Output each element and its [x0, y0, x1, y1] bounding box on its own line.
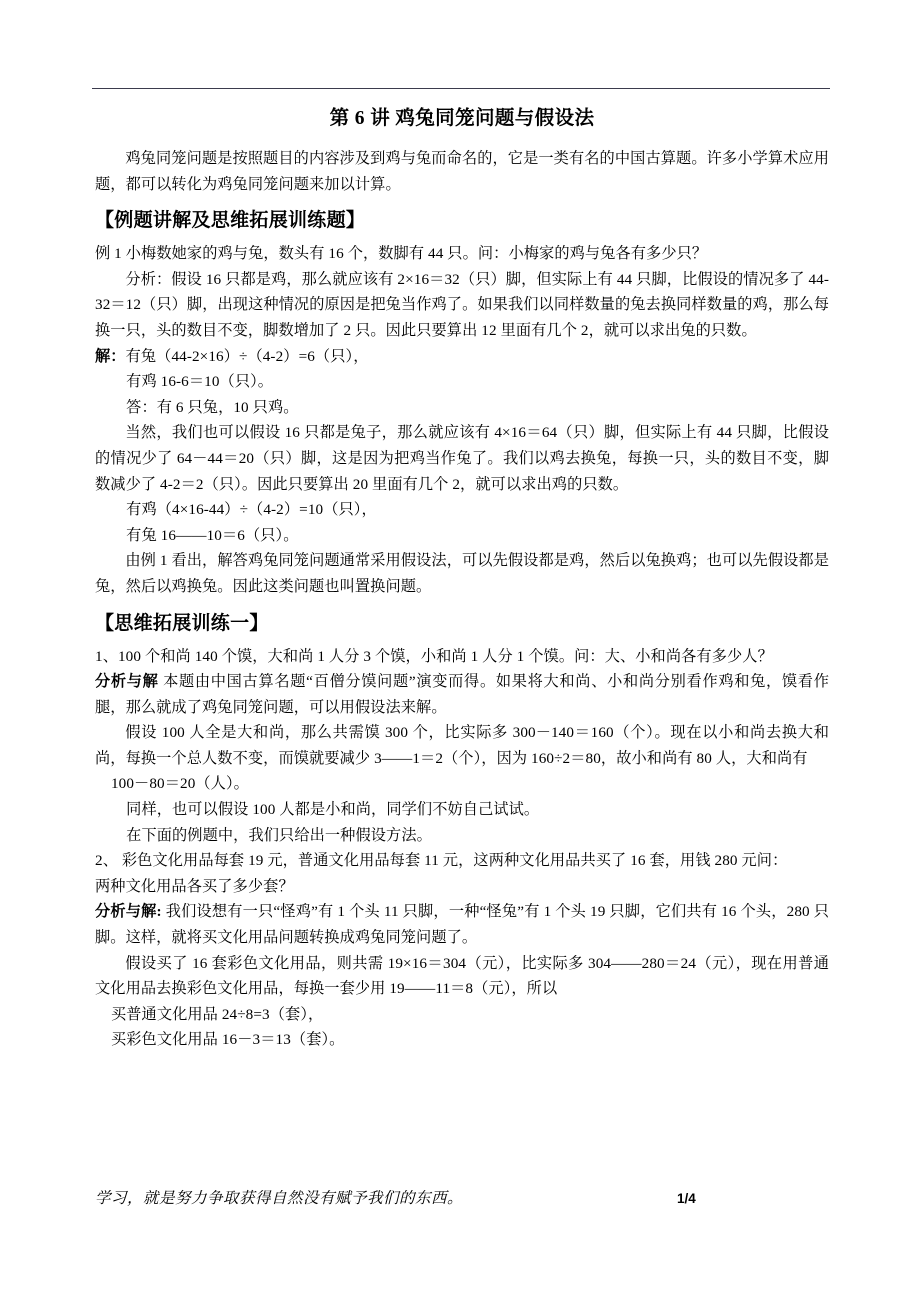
example1-conclusion: 由例 1 看出，解答鸡兔同笼问题通常采用假设法，可以先假设都是鸡，然后以兔换鸡；也可以先假设都是兔，然后以鸡换兔。因此这类问题也叫置换问题。	[95, 552, 829, 595]
training-2-problem-overflow-char: 问	[756, 852, 773, 870]
training-2-para1: 假设买了 16 套彩色文化用品，则共需 19×16＝304（元），比实际多 304——280＝24（元），现在用普通文化用品去换彩色文化用品，每换一套少用 19——11＝8（元），所以	[95, 954, 829, 998]
training-2-problem-tail: ：	[772, 852, 788, 870]
intro-paragraph: 鸡兔同笼问题是按照题目的内容涉及到鸡与兔而命名的，它是一类有名的中国古算题。许多小学算术应用题，都可以转化为鸡兔同笼问题来加以计算。	[95, 150, 829, 193]
training-2-calc2: 买彩色文化用品 16－3＝13（套）。	[110, 1031, 345, 1049]
training-2-problem-line1	[95, 848, 829, 874]
section-heading-examples: 【例题讲解及思维拓展训练题】	[95, 210, 366, 232]
page-title: 第 6 讲 鸡兔同笼问题与假设法	[329, 108, 595, 129]
training-2-calc1: 买普通文化用品 24÷8=3（套），	[110, 1005, 324, 1023]
footer-page-number: 1/4	[677, 1191, 696, 1206]
solution-expression-1: 有兔（44-2×16）÷（4-2）=6（只），	[125, 347, 369, 365]
training-1-analysis-label: 分析与解	[95, 673, 159, 691]
example1-problem: 例 1 小梅数她家的鸡与兔，数头有 16 个，数脚有 44 只。问：小梅家的鸡与兔各有多少只？	[95, 245, 708, 263]
example1-alt-line1: 有鸡（4×16-44）÷（4-2）=10（只），	[126, 501, 377, 519]
training-1-problem-tail: ：大、小和尚各有多少人？	[589, 647, 773, 665]
footer-quote: 学习，就是努力争取获得自然没有赋予我们的东西。	[95, 1190, 464, 1207]
training-2-analysis-label: 分析与解:	[95, 903, 162, 921]
example1-alt-paragraph: 当然，我们也可以假设 16 只都是兔子，那么就应该有 4×16＝64（只）脚，但实际上有 44 只脚，比假设的情况少了 64－44＝20（只）脚，这是因为把鸡当作兔了。我们以鸡去换兔，每换一只，头的数目不变，脚数减少了 4-2＝2（只）。因此只要算出 20 里面有几个 2，就可以求出鸡的只数。	[95, 424, 829, 493]
training-1-note1: 同样，也可以假设 100 人都是小和尚，同学们不妨自己试试。	[126, 801, 540, 819]
training-1-problem-head: 1、100 个和尚 140 个馍，大和尚 1 人分 3 个馍，小和尚 1 人分 1 个馍。	[95, 647, 575, 665]
page-footer	[95, 1186, 829, 1208]
training-1-calc1: 100－80＝20（人）。	[110, 775, 249, 793]
document-content	[95, 104, 829, 1053]
example1-analysis: 分析：假设 16 只都是鸡，那么就应该有 2×16＝32（只）脚，但实际上有 44 只脚，比假设的情况多了 44-32＝12（只）脚，出现这种情况的原因是把兔当作鸡了。如果我们以同样数量的兔去换同样数量的鸡，那么每换一只，头的数目不变，脚数增加了 2 只。因此只要算出 12 里面有几个 2，就可以求出兔的只数。	[95, 270, 829, 339]
example1-answer: 答：有 6 只兔，10 只鸡。	[126, 398, 299, 416]
training-1-para1: 假设 100 人全是大和尚，那么共需馍 300 个，比实际多 300－140＝160（个）。现在以小和尚去换大和尚，每换一个总人数不变，而馍就要减少 3——1＝2（个），因为 160÷2＝80，故小和尚有 80 人，大和尚有	[95, 724, 829, 767]
example1-solution-line2: 有鸡 16-6＝10（只）。	[126, 373, 274, 391]
training-2-analysis	[95, 899, 829, 950]
training-1-problem	[95, 644, 829, 670]
training-2-analysis-text: 我们设想有一只“怪鸡”有 1 个头 11 只脚，一种“怪兔”有 1 个头 19 只脚，它们共有 16 个头，280 只脚。这样，就将买文化用品问题转换成鸡兔同笼问题了。	[95, 903, 829, 947]
training-2-problem-line2: 两种文化用品各买了多少套？	[95, 877, 294, 895]
header-divider-rule	[92, 88, 830, 89]
example1-alt-line2: 有兔 16——10＝6（只）。	[126, 526, 299, 544]
example1-solution-line1	[95, 344, 829, 370]
training-1-problem-overflow-char: 问	[574, 647, 590, 665]
training-2-problem-head: 2、 彩色文化用品每套 19 元，普通文化用品每套 11 元，这两种文化用品共买了 16 套，用钱 280 元	[95, 852, 757, 870]
training-1-note2: 在下面的例题中，我们只给出一种假设方法。	[126, 826, 432, 844]
training-1-analysis-text: 本题由中国古算名题“百僧分馍问题”演变而得。如果将大和尚、小和尚分别看作鸡和兔，馍看作腿，那么就成了鸡兔同笼问题，可以用假设法来解。	[95, 673, 829, 716]
section-heading-training-one: 【思维拓展训练一】	[95, 612, 269, 634]
training-1-analysis	[95, 669, 829, 720]
solution-label: 解：	[95, 347, 126, 365]
